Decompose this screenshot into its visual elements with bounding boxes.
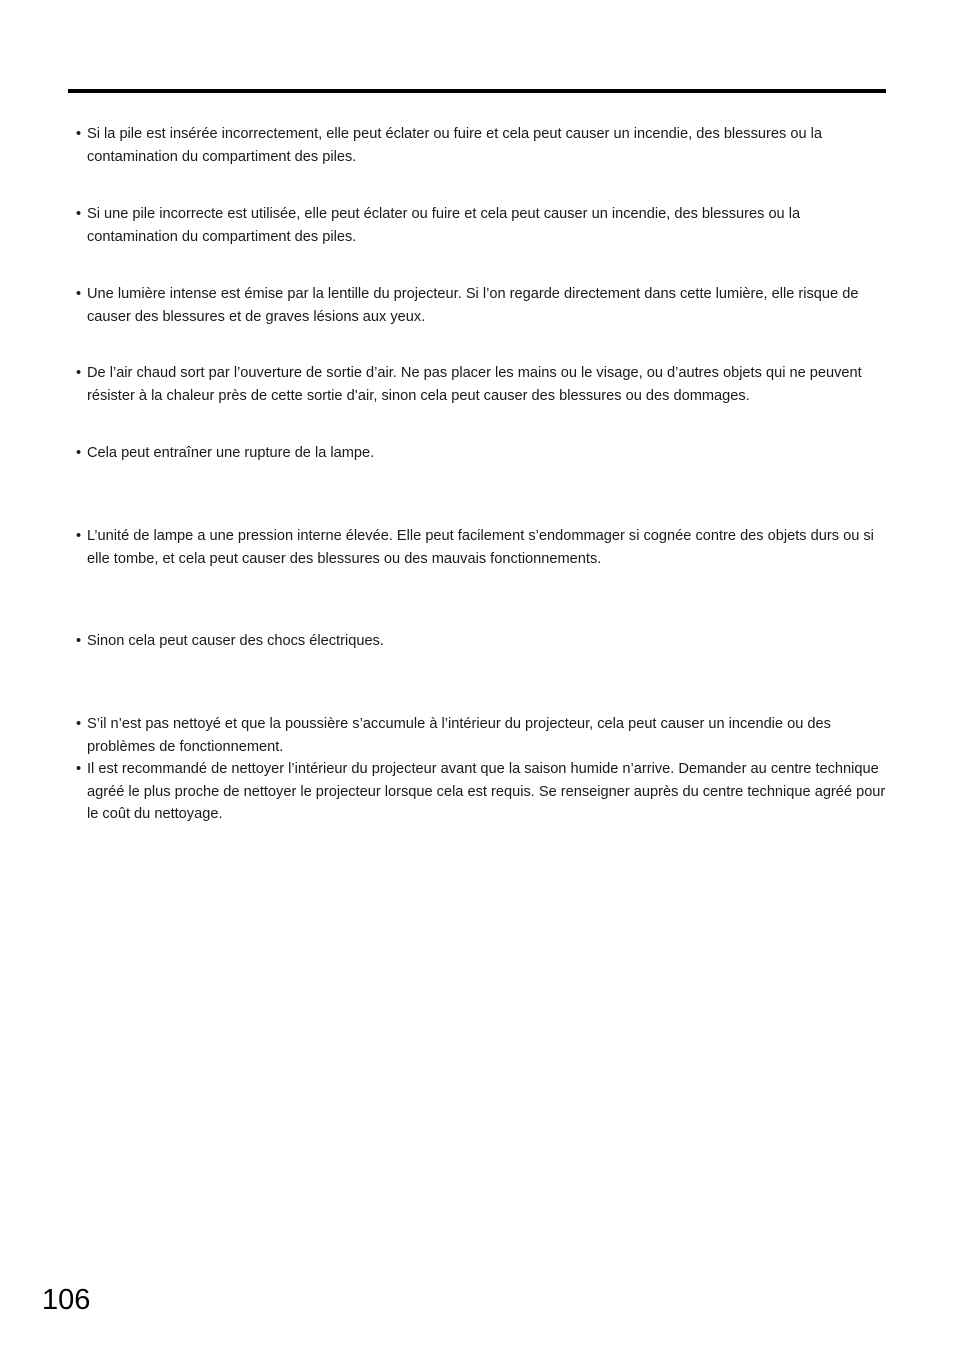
bullet-cleaning-recommendation: • Il est recommandé de nettoyer l’intérieur du projecteur avant que la saison humide n’arrive. Demander au centre technique agréé le plus proche de nettoyer le projecteur lorsque cela est requis. Se renseigner auprès du centre technique agréé pour le coût du nettoyage. xyxy=(76,758,886,826)
bullet-dust-accumulation: • S’il n’est pas nettoyé et que la poussière s’accumule à l’intérieur du projecteur, cela peut causer un incendie ou des problèmes de fonctionnement. xyxy=(76,713,886,758)
top-rule xyxy=(68,89,886,93)
bullet-intense-light: • Une lumière intense est émise par la lentille du projecteur. Si l’on regarde directement dans cette lumière, elle risque de causer des blessures et de graves lésions aux yeux. xyxy=(76,283,886,328)
bullet-lamp-rupture: • Cela peut entraîner une rupture de la lampe. xyxy=(76,442,886,465)
bullet-lamp-pressure: • L’unité de lampe a une pression interne élevée. Elle peut facilement s’endommager si cognée contre des objets durs ou si elle tombe, et cela peut causer des blessures ou des mauvais fonctionnements. xyxy=(76,525,886,570)
bullet-battery-inserted-incorrectly: • Si la pile est insérée incorrectement, elle peut éclater ou fuire et cela peut causer un incendie, des blessures ou la contamination du compartiment des piles. xyxy=(76,123,886,168)
bullet-wrong-battery: • Si une pile incorrecte est utilisée, elle peut éclater ou fuire et cela peut causer un incendie, des blessures ou la contamination du compartiment des piles. xyxy=(76,203,886,248)
page-number: 106 xyxy=(42,1284,91,1316)
bullet-hot-air: • De l’air chaud sort par l’ouverture de sortie d’air. Ne pas placer les mains ou le visage, ou d’autres objets qui ne peuvent résister à la chaleur près de cette sortie d’air, sinon cela peut causer des blessures ou des dommages. xyxy=(76,362,886,407)
bullet-electric-shock: • Sinon cela peut causer des chocs électriques. xyxy=(76,630,886,653)
